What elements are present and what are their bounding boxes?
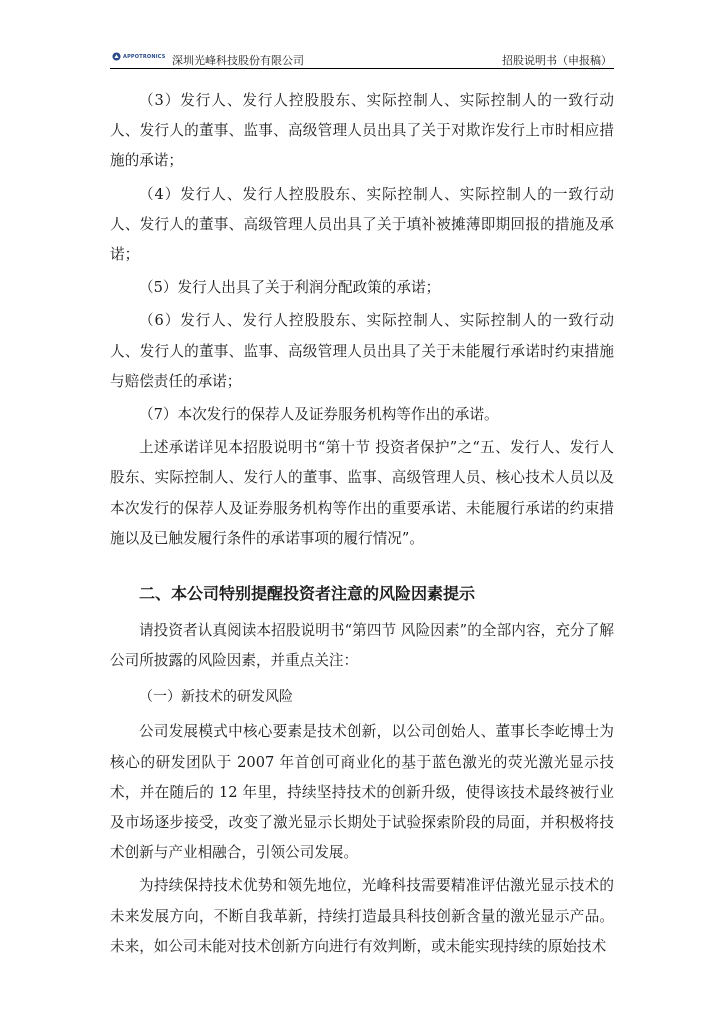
commitment-item-5: （5）发行人出具了关于利润分配政策的承诺； <box>139 279 441 297</box>
commitment-item-4: （4）发行人、发行人控股股东、实际控制人、实际控制人的一致行动人、发行人的董事、高级管理人员出具了关于填补被摊薄即期回报的措施及承诺； <box>110 185 614 264</box>
risk-intro-paragraph: 请投资者认真阅读本招股说明书“第四节 风险因素”的全部内容，充分了解公司所披露的风险因素，并重点关注： <box>110 622 614 670</box>
page-header <box>110 50 614 69</box>
header-document-title: 招股说明书（申报稿） <box>502 54 612 67</box>
header-company-name: 深圳光峰科技股份有限公司 <box>172 54 304 67</box>
company-logo <box>112 52 166 61</box>
commitments-summary: 上述承诺详见本招股说明书“第十节 投资者保护”之“五、发行人、发行人股东、实际控制人、发行人的董事、监事、高级管理人员、核心技术人员以及本次发行的保荐人及证券服务机构等作出的重要承诺、未能履行承诺的约束措施以及已触发履行条件的承诺事项的履行情况”。 <box>110 439 614 547</box>
commitment-item-3: （3）发行人、发行人控股股东、实际控制人、实际控制人的一致行动人、发行人的董事、监事、高级管理人员出具了关于对欺诈发行上市时相应措施的承诺； <box>110 92 614 170</box>
risk-section-heading: 二、本公司特别提醒投资者注意的风险因素提示 <box>139 584 476 604</box>
commitment-item-7: （7）本次发行的保荐人及证券服务机构等作出的承诺。 <box>139 406 499 424</box>
page-body <box>110 86 614 965</box>
logo-wordmark: APPOTRONICS <box>123 53 166 60</box>
logo-mark-icon <box>112 52 121 61</box>
risk-subheading: （一）新技术的研发风险 <box>139 689 293 706</box>
risk-paragraph-1: 公司发展模式中核心要素是技术创新，以公司创始人、董事长李屹博士为核心的研发团队于 2007 年首创可商业化的基于蓝色激光的荧光激光显示技术，并在随后的 12 年里，持续坚持技术的创新升级，使得该技术最终被行业及市场逐步接受，改变了激光显示长期处于试验探索阶段的局面，并积极将技术创新与产业相融合，引领公司发展。 <box>110 723 614 862</box>
risk-paragraph-2: 为持续保持技术优势和领先地位，光峰科技需要精准评估激光显示技术的未来发展方向，不断自我革新，持续打造最具科技创新含量的激光显示产品。未来，如公司未能对技术创新方向进行有效判断，或未能实现持续的原始技术 <box>110 877 614 955</box>
commitment-item-6: （6）发行人、发行人控股股东、实际控制人、实际控制人的一致行动人、发行人的董事、监事、高级管理人员出具了关于未能履行承诺时约束措施与赔偿责任的承诺； <box>110 312 614 390</box>
